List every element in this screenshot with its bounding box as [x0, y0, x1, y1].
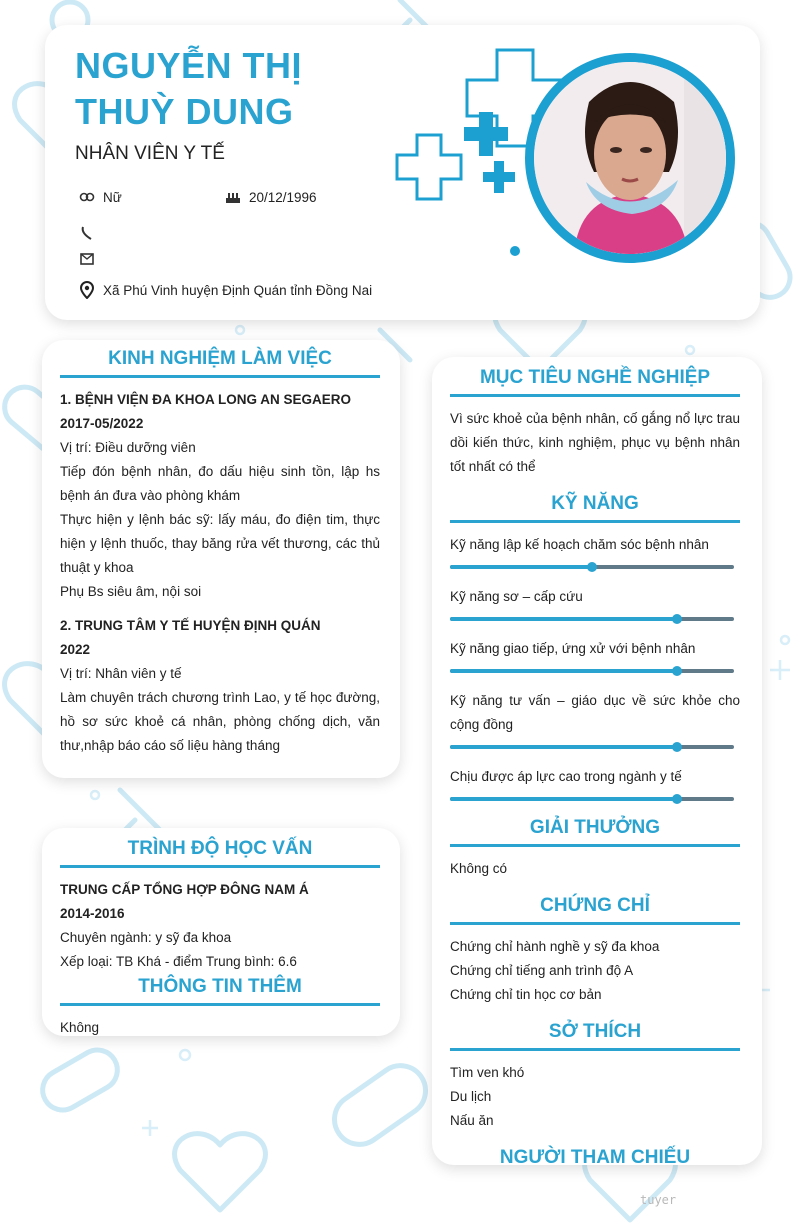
job-1-desc: Thực hiện y lệnh bác sỹ: lấy máu, đo điện tim, thực hiện y lệnh thuốc, thay băng rửa vết thương, các thủ thuật y khoa [60, 512, 380, 575]
gender-row [79, 189, 122, 205]
pill-icon [35, 1043, 124, 1118]
skills-list [450, 533, 740, 801]
phone-row [79, 225, 103, 241]
skill-item [450, 533, 740, 569]
job-title: NHÂN VIÊN Y TẾ [75, 143, 225, 164]
job-1-desc: Tiếp đón bệnh nhân, đo dấu hiệu sinh tồn, lập hs bệnh án đưa vào phòng khám [60, 464, 380, 503]
skill-item [450, 765, 740, 801]
certificate-item: Chứng chỉ hành nghề y sỹ đa khoa [450, 939, 660, 954]
gender-value: Nữ [103, 189, 122, 205]
skill-label: Chịu được áp lực cao trong ngành y tế [450, 769, 682, 784]
experience-title: KINH NGHIỆM LÀM VIỆC [60, 348, 380, 378]
plus-icon [142, 1120, 158, 1136]
skill-bar-knob [672, 614, 682, 624]
heart-icon [175, 1134, 266, 1210]
school-name: TRUNG CẤP TỔNG HỢP ĐÔNG NAM Á [60, 882, 309, 897]
skill-label: Kỹ năng lập kế hoạch chăm sóc bệnh nhân [450, 537, 709, 552]
job-1-period: 2017-05/2022 [60, 416, 144, 431]
skill-label: Kỹ năng giao tiếp, ứng xử với bệnh nhân [450, 641, 696, 656]
skill-bar [450, 617, 734, 621]
education-card [42, 828, 400, 1036]
school-grade: Xếp loại: TB Khá - điểm Trung bình: 6.6 [60, 954, 297, 969]
awards-text: Không có [450, 861, 508, 876]
education-title: TRÌNH ĐỘ HỌC VẤN [60, 838, 380, 868]
pill-icon [325, 1056, 436, 1154]
right-column-card [432, 357, 762, 1165]
plus-icon [770, 660, 790, 680]
location-pin-icon [79, 282, 95, 298]
phone-icon [79, 225, 95, 241]
avatar [525, 53, 735, 263]
job-2-position: Vị trí: Nhân viên y tế [60, 666, 182, 681]
skill-bar-knob [587, 562, 597, 572]
extra-info-title: THÔNG TIN THÊM [60, 976, 380, 1006]
hobby-item: Nấu ăn [450, 1113, 494, 1128]
profile-header-card [45, 25, 760, 320]
birthday-row [225, 189, 317, 205]
skill-bar-fill [450, 797, 677, 801]
job-1-company: 1. BỆNH VIỆN ĐA KHOA LONG AN SEGAERO [60, 392, 352, 407]
birthday-value: 20/12/1996 [249, 189, 317, 205]
school-period: 2014-2016 [60, 906, 125, 921]
address-value: Xã Phú Vinh huyện Định Quán tỉnh Đồng Nai [103, 282, 373, 298]
skill-item [450, 637, 740, 673]
skill-bar-knob [672, 742, 682, 752]
job-2-desc: Làm chuyên trách chương trình Lao, y tế học đường, hồ sơ sức khoẻ cá nhân, phòng chống dịch, văn thư,nhập báo cáo số liệu hàng tháng [60, 690, 380, 753]
references-title: NGƯỜI THAM CHIẾU [450, 1147, 740, 1165]
watermark-text: tuyer [640, 1193, 677, 1207]
job-1-desc: Phụ Bs siêu âm, nội soi [60, 584, 202, 599]
awards-title: GIẢI THƯỞNG [450, 817, 740, 847]
skills-title: KỸ NĂNG [450, 493, 740, 523]
skill-bar-knob [672, 794, 682, 804]
address-row [79, 282, 372, 298]
skill-bar-fill [450, 617, 677, 621]
job-2-period: 2022 [60, 642, 91, 657]
skill-bar [450, 669, 734, 673]
email-row [79, 251, 103, 267]
experience-card [42, 340, 400, 778]
skill-item [450, 585, 740, 621]
hobby-item: Du lịch [450, 1089, 492, 1104]
certificate-item: Chứng chỉ tin học cơ bản [450, 987, 602, 1002]
extra-info-text: Không [60, 1020, 100, 1035]
skill-label: Kỹ năng sơ – cấp cứu [450, 589, 583, 604]
gender-icon [79, 189, 95, 205]
skill-bar-knob [672, 666, 682, 676]
skill-label: Kỹ năng tư vấn – giáo dục về sức khỏe cho cộng đồng [450, 693, 740, 732]
certificates-title: CHỨNG CHỈ [450, 895, 740, 925]
school-major: Chuyên ngành: y sỹ đa khoa [60, 930, 232, 945]
skill-bar [450, 745, 734, 749]
skill-item [450, 689, 740, 749]
candidate-name: NGUYỄN THỊ THUỲ DUNG [75, 45, 303, 132]
certificate-item: Chứng chỉ tiếng anh trình độ A [450, 963, 634, 978]
job-2-company: 2. TRUNG TÂM Y TẾ HUYỆN ĐỊNH QUÁN [60, 618, 321, 633]
skill-bar-fill [450, 565, 592, 569]
hobby-item: Tìm ven khó [450, 1065, 525, 1080]
cross-outline-icon [397, 135, 461, 199]
skill-bar-fill [450, 669, 677, 673]
cross-solid-icon [483, 161, 515, 193]
job-1-position: Vị trí: Điều dưỡng viên [60, 440, 196, 455]
skill-bar-fill [450, 745, 677, 749]
email-icon [79, 251, 95, 267]
hobbies-title: SỞ THÍCH [450, 1021, 740, 1051]
cake-icon [225, 189, 241, 205]
skill-bar [450, 797, 734, 801]
objective-text: Vì sức khoẻ của bệnh nhân, cố gắng nổ lực trau dồi kiến thức, kinh nghiệm, phục vụ bệnh nhân tốt nhất có thể [450, 411, 740, 474]
profile-photo [534, 62, 726, 254]
objective-title: MỤC TIÊU NGHỀ NGHIỆP [450, 367, 740, 397]
skill-bar [450, 565, 734, 569]
